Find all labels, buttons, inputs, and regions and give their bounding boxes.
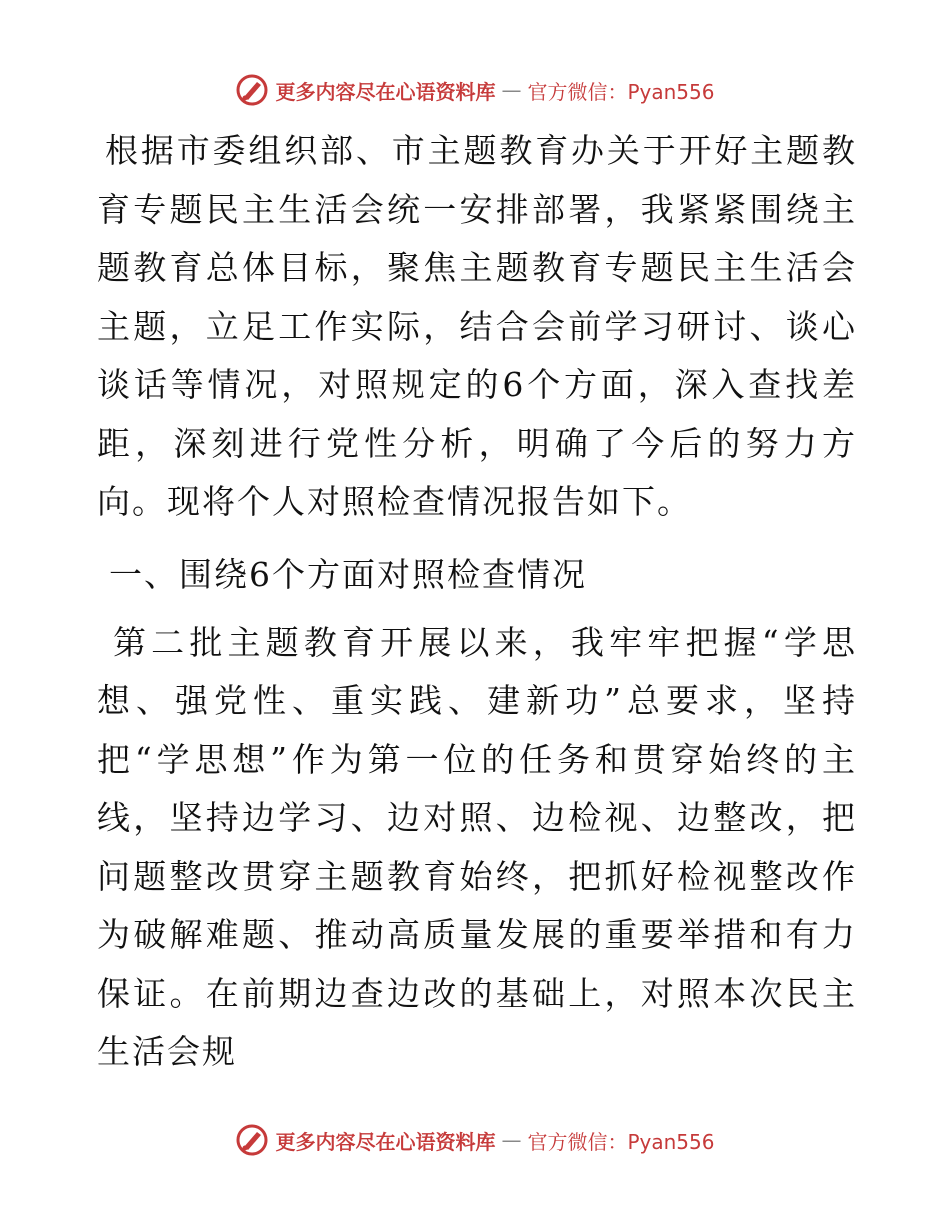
red-brush-seal-icon (235, 73, 269, 107)
red-brush-seal-icon (235, 1123, 269, 1157)
section-heading: 一、围绕6个方面对照检查情况 (109, 554, 587, 594)
watermark-suffix: 官方微信：Pyan556 (527, 1129, 715, 1154)
watermark-main-text: 更多内容尽在心语资料库 (275, 79, 496, 104)
paragraph-body: 第二批主题教育开展以来，我牢牢把握“学思想、强党性、重实践、建新功”总要求，坚持把“学思想”作为第一位的任务和贯穿始终的主线，坚持边学习、边对照、边检视、边整改，把问题整改贯穿主题教育始终，把抓好检视整改作为破解难题、推动高质量发展的重要举措和有力保证。在前期边查边改的基础上，对照本次民主生活会规 (97, 622, 857, 1071)
watermark-dash: — (501, 1128, 522, 1152)
document-body (97, 122, 857, 1082)
watermark-dash: — (501, 78, 522, 102)
paragraph-intro: 根据市委组织部、市主题教育办关于开好主题教育专题民主生活会统一安排部署，我紧紧围绕主题教育总体目标，聚焦主题教育专题民主生活会主题，立足工作实际，结合会前学习研讨、谈心谈话等情况，对照规定的6个方面，深入查找差距，深刻进行党性分析，明确了今后的努力方向。现将个人对照检查情况报告如下。 (97, 131, 857, 521)
header-watermark (0, 70, 950, 110)
footer-watermark (0, 1120, 950, 1160)
watermark-suffix: 官方微信：Pyan556 (527, 79, 715, 104)
watermark-main-text: 更多内容尽在心语资料库 (275, 1129, 496, 1154)
